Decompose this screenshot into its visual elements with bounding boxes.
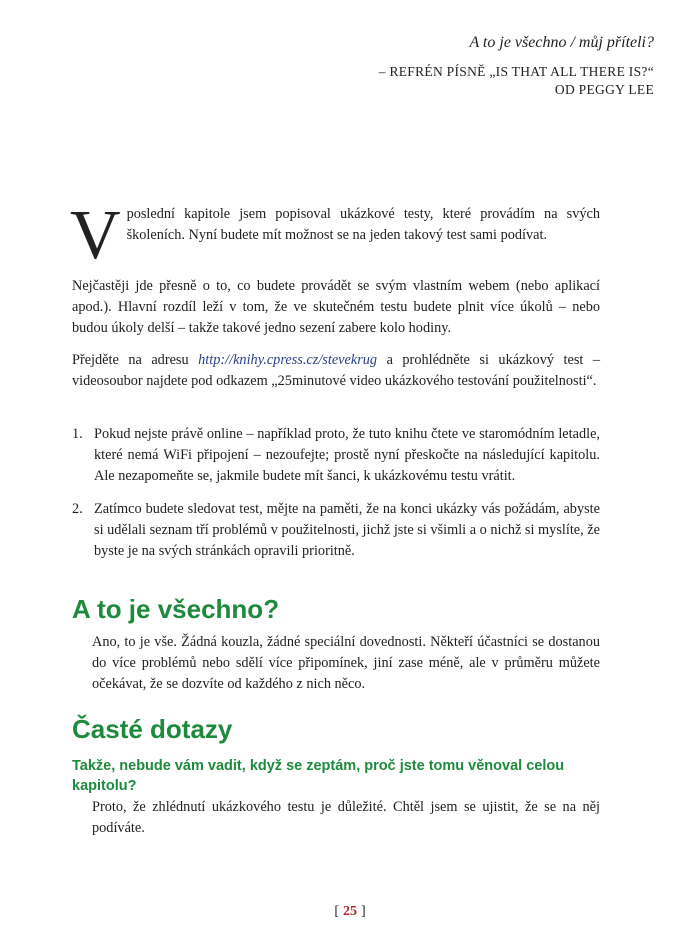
page-number-value: 25 [343,904,357,919]
page-number-open-bracket: [ [334,904,339,919]
paragraph-2-text: Nejčastěji jde přesně o to, co budete provádět se svým vlastním webem (nebo aplikací apod.). Hlavní rozdíl leží v tom, že ve skutečném testu budete plnit více úkolů – nebo budou úkoly delší – takže takové jedno sezení zabere kolo hodiny. [72,278,600,336]
list-item-text: Zatímco budete sledovat test, mějte na paměti, že na konci ukázky vás požádám, abyste si udělali seznam tří problémů v použitelnosti, jichž jste si všimli a o nichž si myslíte, že byste je na svých stránkách opravili prioritně. [94,501,600,559]
intro-text: poslední kapitole jsem popisoval ukázkové testy, které provádím na svých školeních. Nyní budete mít možnost se na jeden takový test sami podívat. [126,206,600,243]
faq-question-text: Takže, nebude vám vadit, když se zeptám, proč jste tomu věnoval celou kapitolu? [72,758,565,794]
page-number-close-bracket: ] [361,904,366,919]
section-heading-all: A to je všechno? [72,594,280,624]
epigraph-quote: A to je všechno / můj příteli? [469,34,654,51]
epigraph-source [254,63,654,99]
paragraph-3-after: a prohlédněte si ukázkový test – videosoubor najdete pod odkazem „25minutové video ukázkového testování použitelnosti“. [72,352,600,389]
steps-list [72,424,600,574]
epigraph-source-line2: OD PEGGY LEE [554,82,654,97]
list-item-number: 1. [72,426,83,442]
list-item-text: Pokud nejste právě online – například proto, že tuto knihu čtete ve staromódním letadle, které nemá WiFi připojení – nezoufejte; prostě nyní přeskočte na následující kapitolu. Ale nezapomeňte se, jakmile budete mít šanci, k ukázkovému testu vrátit. [94,426,600,484]
drop-cap: V [70,197,121,274]
epigraph-source-line1: – REFRÉN PÍSNĚ „IS THAT ALL THERE IS?“ [378,64,654,79]
section-all-body [92,632,600,695]
intro-paragraph [70,197,600,274]
faq-answer-text: Proto, že zhlédnutí ukázkového testu je důležité. Chtěl jsem se ujistit, že se na něj podíváte. [92,799,600,836]
list-item-number: 2. [72,501,83,517]
faq-answer [92,797,600,839]
section-faq-heading-wrap [72,714,600,744]
faq-question [72,756,600,796]
paragraph-3-before: Přejděte na adresu [72,352,199,368]
paragraph-3 [72,350,600,392]
paragraph-2 [72,276,600,339]
page-number [0,904,700,920]
list-item [72,499,600,562]
book-link[interactable]: http://knihy.cpress.cz/stevekrug [198,352,378,368]
section-all-text: Ano, to je vše. Žádná kouzla, žádné speciální dovednosti. Někteří účastníci se dostanou do více problémů nebo sdělí více připomínek, jiní zase méně, ale v průměru můžete očekávat, že se dozvíte od každého z nich něco. [92,634,600,692]
list-item [72,424,600,487]
section-heading-faq: Časté dotazy [72,714,233,744]
section-all-heading-wrap [72,594,600,624]
